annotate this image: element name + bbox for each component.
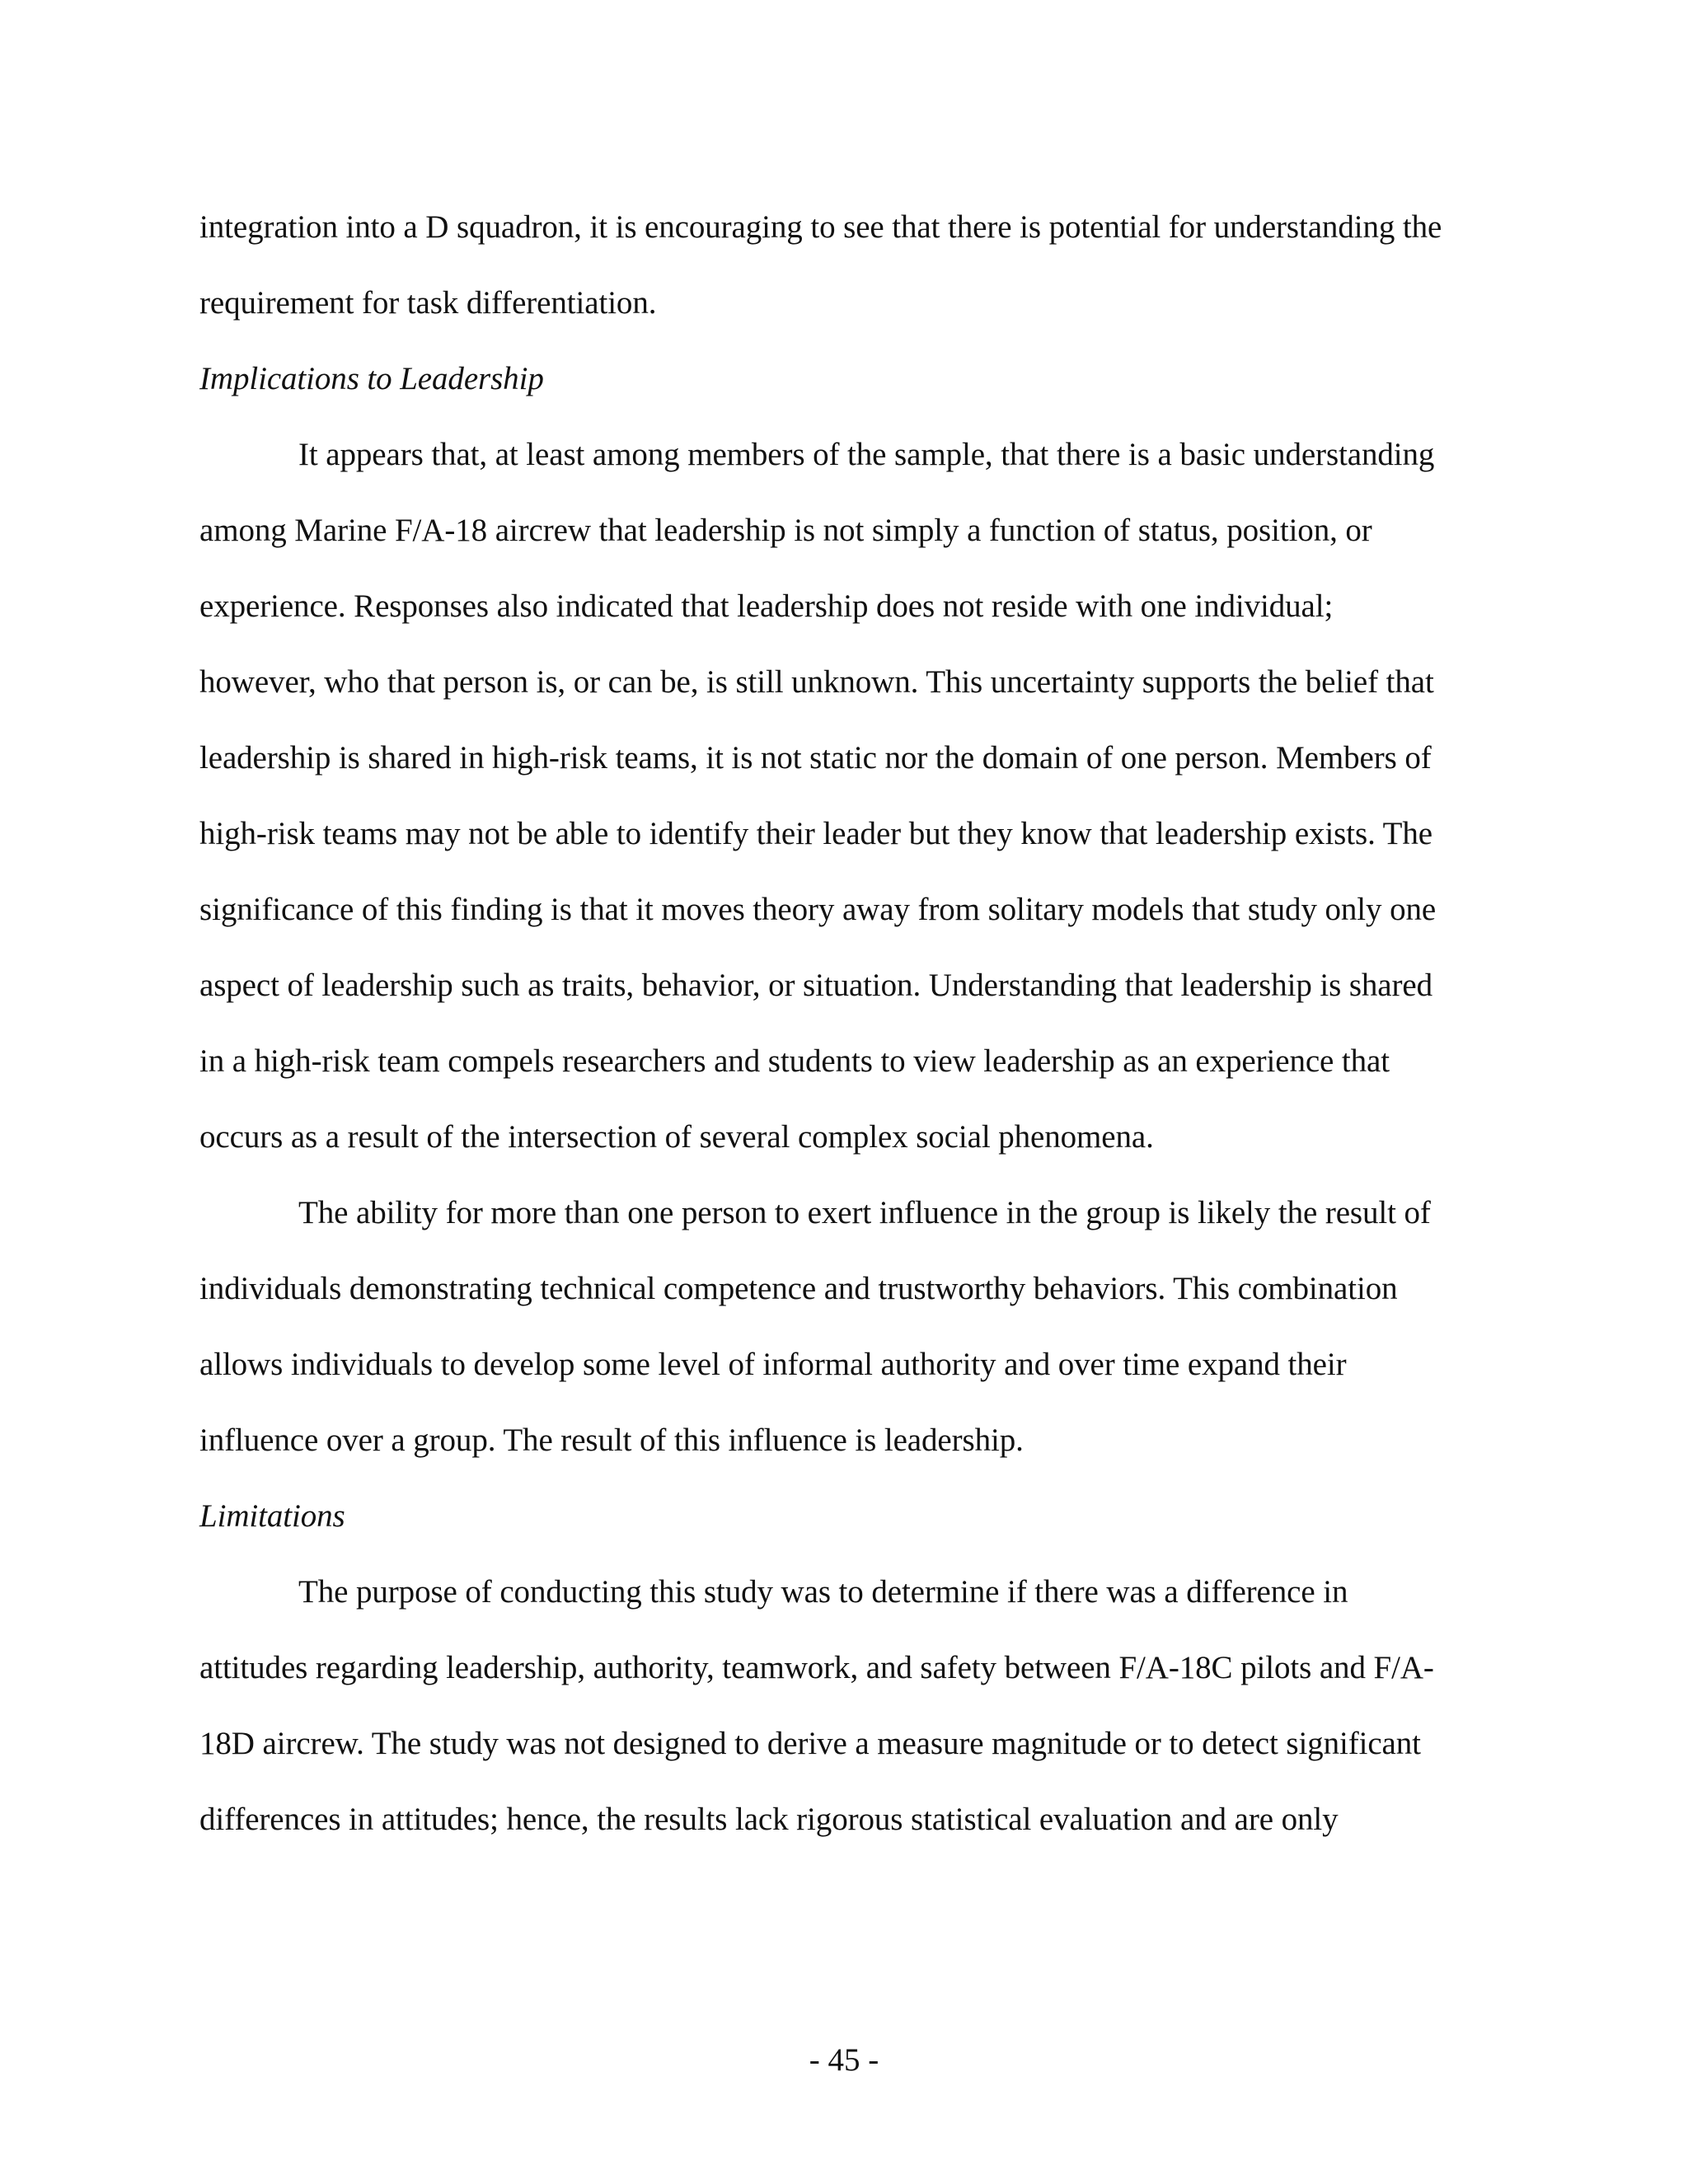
body-line: however, who that person is, or can be, is still unknown. This uncertainty supports the belief that: [199, 664, 1434, 700]
paragraph-first-line: The ability for more than one person to exert influence in the group is likely the result of: [298, 1195, 1431, 1230]
paragraph-first-line: The purpose of conducting this study was to determine if there was a difference in: [298, 1574, 1348, 1610]
body-line: among Marine F/A-18 aircrew that leadership is not simply a function of status, position, or: [199, 513, 1372, 548]
body-line: integration into a D squadron, it is encouraging to see that there is potential for understanding the: [199, 209, 1442, 245]
body-line: individuals demonstrating technical competence and trustworthy behaviors. This combination: [199, 1271, 1398, 1306]
body-line: in a high-risk team compels researchers and students to view leadership as an experience that: [199, 1043, 1390, 1079]
body-line: differences in attitudes; hence, the results lack rigorous statistical evaluation and are only: [199, 1802, 1339, 1837]
body-line: aspect of leadership such as traits, behavior, or situation. Understanding that leadership is shared: [199, 968, 1433, 1003]
body-line: attitudes regarding leadership, authority, teamwork, and safety between F/A-18C pilots and F/A-: [199, 1650, 1434, 1685]
section-heading-limitations: Limitations: [199, 1498, 345, 1534]
body-line: occurs as a result of the intersection of several complex social phenomena.: [199, 1119, 1154, 1155]
section-heading-implications: Implications to Leadership: [199, 361, 544, 396]
body-line: influence over a group. The result of this influence is leadership.: [199, 1422, 1024, 1458]
body-line: high-risk teams may not be able to identify their leader but they know that leadership exists. The: [199, 816, 1433, 851]
page-number: - 45 -: [809, 2042, 879, 2078]
body-line: experience. Responses also indicated that leadership does not reside with one individual;: [199, 588, 1334, 624]
document-body: [199, 190, 1489, 1858]
paragraph-first-line: It appears that, at least among members of the sample, that there is a basic understanding: [298, 437, 1435, 472]
body-line: leadership is shared in high-risk teams, it is not static nor the domain of one person. Members of: [199, 740, 1432, 776]
body-line: requirement for task differentiation.: [199, 285, 657, 321]
body-line: 18D aircrew. The study was not designed to derive a measure magnitude or to detect significant: [199, 1726, 1421, 1761]
body-line: allows individuals to develop some level of informal authority and over time expand their: [199, 1347, 1347, 1382]
body-line: significance of this finding is that it moves theory away from solitary models that study only one: [199, 892, 1437, 927]
